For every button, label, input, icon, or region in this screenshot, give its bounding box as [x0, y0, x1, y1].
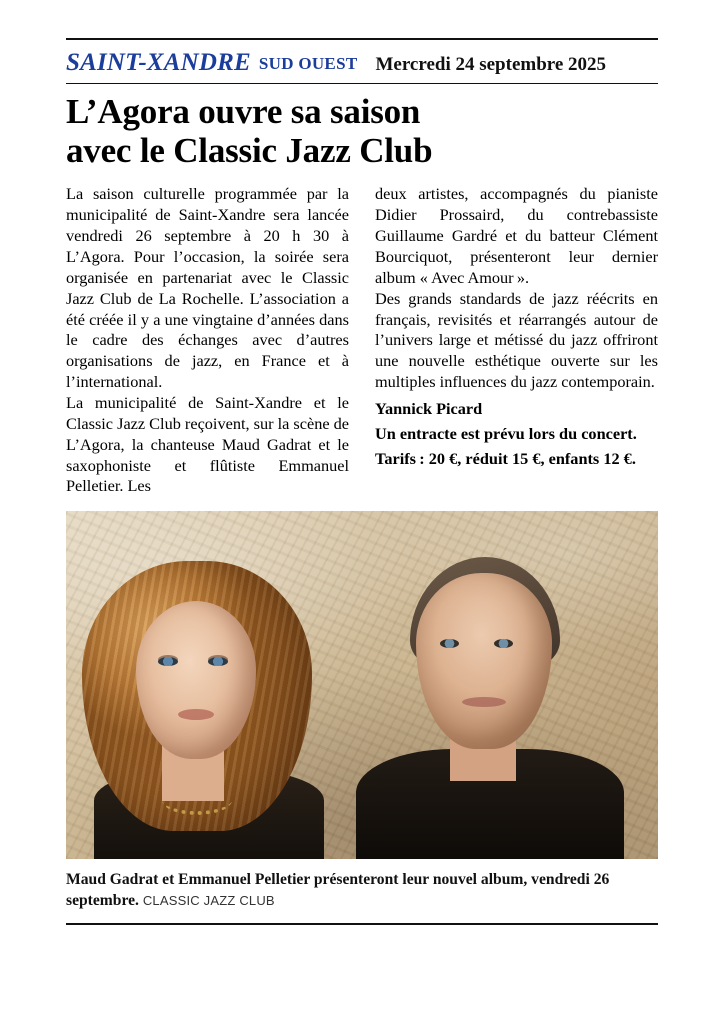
locality-label: SAINT-XANDRE [66, 49, 251, 76]
column-left [66, 184, 349, 497]
pricing-note: Tarifs : 20 €, réduit 15 €, enfants 12 €. [375, 448, 636, 468]
paragraph-3: deux artistes, accompagnés du pianiste Didier Prossaird, du contrebassiste Guillaume Gardré et du batteur Clément Bourciquot, présenteront leur dernier album « Avec Amour ». [375, 184, 658, 287]
paragraph-2: La municipalité de Saint-Xandre et le Classic Jazz Club reçoivent, sur la scène de L’Agora, la chanteuse Maud Gadrat et le saxophoniste et flûtiste Emmanuel Pelletier. Les [66, 392, 350, 496]
woman-mouth [178, 709, 214, 720]
paragraph-4: Des grands standards de jazz réécrits en français, revisités et réarrangés autour de l’univers large et métissé du jazz offriront une nouvelle esthétique ouverte sur les multiples influences du jazz contemporain. [375, 288, 658, 392]
woman-eye-right [208, 657, 228, 666]
photo-credit: CLASSIC JAZZ CLUB [142, 893, 275, 909]
portrait-woman [74, 539, 354, 859]
headline-line-1: L’Agora ouvre sa saison [66, 92, 421, 131]
page-title [66, 92, 658, 170]
bottom-divider [66, 923, 658, 925]
masthead-divider [66, 83, 658, 84]
publication-date: Mercredi 24 septembre 2025 [375, 54, 607, 75]
paper-name-label: SUD OUEST [258, 54, 358, 73]
intermission-note: Un entracte est prévu lors du concert. [375, 423, 637, 443]
woman-eye-left [158, 657, 178, 666]
caption-text: Maud Gadrat et Emmanuel Pelletier présenteront leur nouvel album, vendredi 26 septembre. [66, 871, 610, 910]
column-right [375, 184, 658, 497]
article [66, 38, 658, 990]
man-eye-right [494, 639, 513, 648]
byline: Yannick Picard [375, 398, 483, 418]
article-columns [66, 184, 658, 497]
woman-face [136, 601, 256, 759]
headline-line-2: avec le Classic Jazz Club [66, 131, 433, 171]
man-face [416, 573, 552, 749]
man-eye-left [440, 639, 459, 648]
portrait-man [350, 529, 630, 859]
masthead [66, 40, 658, 83]
paragraph-1: La saison culturelle programmée par la municipalité de Saint-Xandre sera lancée vendredi 26 septembre à 20 h 30 à L’Agora. Pour l’occasion, la soirée sera organisée en partenariat avec le Classic Jazz Club de La Rochelle. L’association a été créée il y a une vingtaine d’années dans le cadre des échanges avec d’autres organisations de jazz, en France et à l’international. [66, 184, 349, 392]
article-photo [66, 511, 658, 859]
photo-caption [66, 869, 658, 911]
man-mouth [462, 697, 506, 707]
